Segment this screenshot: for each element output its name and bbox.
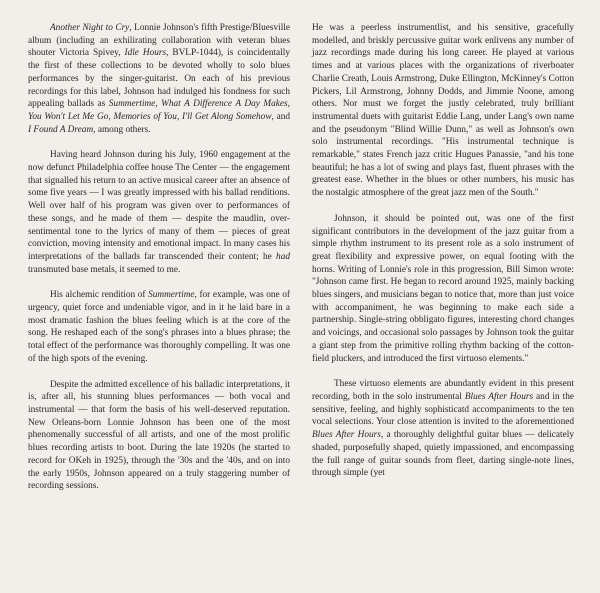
text-run: , and xyxy=(271,111,291,122)
italic-title: Summertime xyxy=(108,99,156,110)
text-run: , xyxy=(155,99,162,110)
right-column xyxy=(312,22,574,493)
text-run: , a thoroughly delightful guitar blues — delicately shaded, purposefully shaped, quietly impassioned, and encompassing the full range of guitar sounds from fleet, darting single-note lines, through simple (yet xyxy=(312,430,574,479)
italic-title: I'll Get Along Somehow xyxy=(182,111,272,122)
italic-title: Summertime xyxy=(148,290,195,301)
italic-title: Blues After Hours xyxy=(312,430,381,441)
text-run: Despite the admitted excellence of his balladic interpretations, it is, after all, his stunning blues performances — both vocal and instrumental — that form the basis of his well-deserved reputation. New Orleans-born Lonnie Johnson has been one of the most phenomenally successful of all artists, and one of the most prolific blues recording artists to boot. During the late 1920s (he started to record for OKeh in 1925), through the '30s and the '40s, and on into the early 1950s, Johnson appeared on a truly staggering number of recording sessions. xyxy=(28,379,290,492)
italic-title: Blues After Hours xyxy=(464,391,534,402)
text-run: , xyxy=(287,99,290,110)
text-run: , among others. xyxy=(93,124,151,135)
text-run: and in the sensitive, feeling, and highly sophisticatd accompaniments to the ten vocal selections. Your close attention is invited to the aforementioned xyxy=(312,391,574,428)
text-run: , BVLP-1044), is coincidentally the first of these collections to be devoted wholly to solo blues performances by the singer-guitarist. On each of his previous recordings for this label, Johnson had indulged his fondness for such appealing ballads as xyxy=(28,48,290,110)
body-paragraph xyxy=(28,289,290,365)
body-paragraph xyxy=(28,149,290,276)
text-run: Johnson, it should be pointed out, was one of the first significant contributors in the development of the jazz guitar from a simple rhythm instrument to its present role as a solo instrument of great flexibility and expressive power, on equal footing with the horns. Writing of Lonnie's role in this progression, Bill Simon wrote: "Johnson came first. He began to record around 1925, mainly backing blues singers, and musicians began to notice that, more than just voice with accompaniment, he was beginning to make each side a partnership. Single-string obbligato figures, interesting chord changes and voicings, and occasional solo passages by Johnson took the guitar a giant step from the primitive rolling rhythm backing of the cotton-field pluckers, and introduced the first virtuoso elements." xyxy=(312,213,574,364)
italic-title: What A Difference A Day Makes xyxy=(161,99,288,110)
italic-title: You Won't Let Me Go xyxy=(28,111,109,122)
italic-title: Idle Hours xyxy=(124,48,167,59)
italic-title: Memories of You xyxy=(113,111,177,122)
text-run: His alchemic rendition of xyxy=(50,290,149,301)
body-paragraph xyxy=(28,379,290,493)
left-column xyxy=(28,22,290,506)
text-run: , xyxy=(108,111,114,122)
text-run: , Lonnie Johnson's fifth Prestige/Bluesville album (including an exhilirating collaboration with veteran blues shouter Victoria Spivey, xyxy=(28,23,291,59)
text-run: , for example, was one of urgency, quiet force and undeniable vigor, and in it he laid bare in a most dramatic fashion the blues feeling which is at the core of the song. He reshaped each of the song's phrases into a blues phrase; the total effect of the performance was thoroughly compelling. It was one of the high spots of the evening. xyxy=(28,290,290,364)
body-paragraph xyxy=(312,378,574,480)
text-run: transmuted base metals, it seemed to me. xyxy=(28,264,181,275)
italic-title: had xyxy=(276,251,290,262)
body-paragraph xyxy=(312,213,574,365)
text-run: Having heard Johnson during his July, 1960 engagement at the now defunct Philadelphia coffee house The Center — the engagement that signalled his return to an active musical career after an absence of some five years — I was greatly impressed with his ballad renditions. Well over half of his program was given over to performances of these songs, and he made of them — despite the maudlin, over-sentimental tone to the lyrics of many of them — pieces of great conviction, moving intensity and emotional impact. In many cases his interpretations of the ballads far transcended their content; he xyxy=(28,150,290,262)
text-run: These virtuoso elements are abundantly evident in this present recording, both in the solo instrumental xyxy=(312,379,574,402)
italic-title: I Found A Dream xyxy=(28,124,94,135)
text-run: He was a peerless instrumentlist, and his sensitive, gracefully modelled, and briskly percussive guitar work enlivens any number of jazz recordings made during his long career. He played at various times and at various places with the organizations of riverboater Charlie Creath, Louis Armstrong, Duke Ellington, McKinney's Cotton Pickers, Lil Armstrong, Johnny Dodds, and Jimmie Noone, among others. Nor must we forget the justly celebrated, truly brilliant instrumental duets with guitarist Eddie Lang, under Lang's own name and the pseudonym "Blind Willie Dunn," as well as Johnson's own solo instrumental recordings. "His instrumental technique is remarkable," states French jazz critic Hugues Panassie, "and his tone beautiful; he has a lot of swing and plays fast, fluent phrases with the greatest ease. Whether in the blues or other numbers, his music has the nostalgic atmosphere of the great jazz men of the South." xyxy=(312,23,574,199)
body-paragraph xyxy=(312,22,574,200)
body-paragraph xyxy=(28,22,290,136)
italic-title: Another Night to Cry xyxy=(50,23,130,33)
text-run: , xyxy=(176,111,182,122)
